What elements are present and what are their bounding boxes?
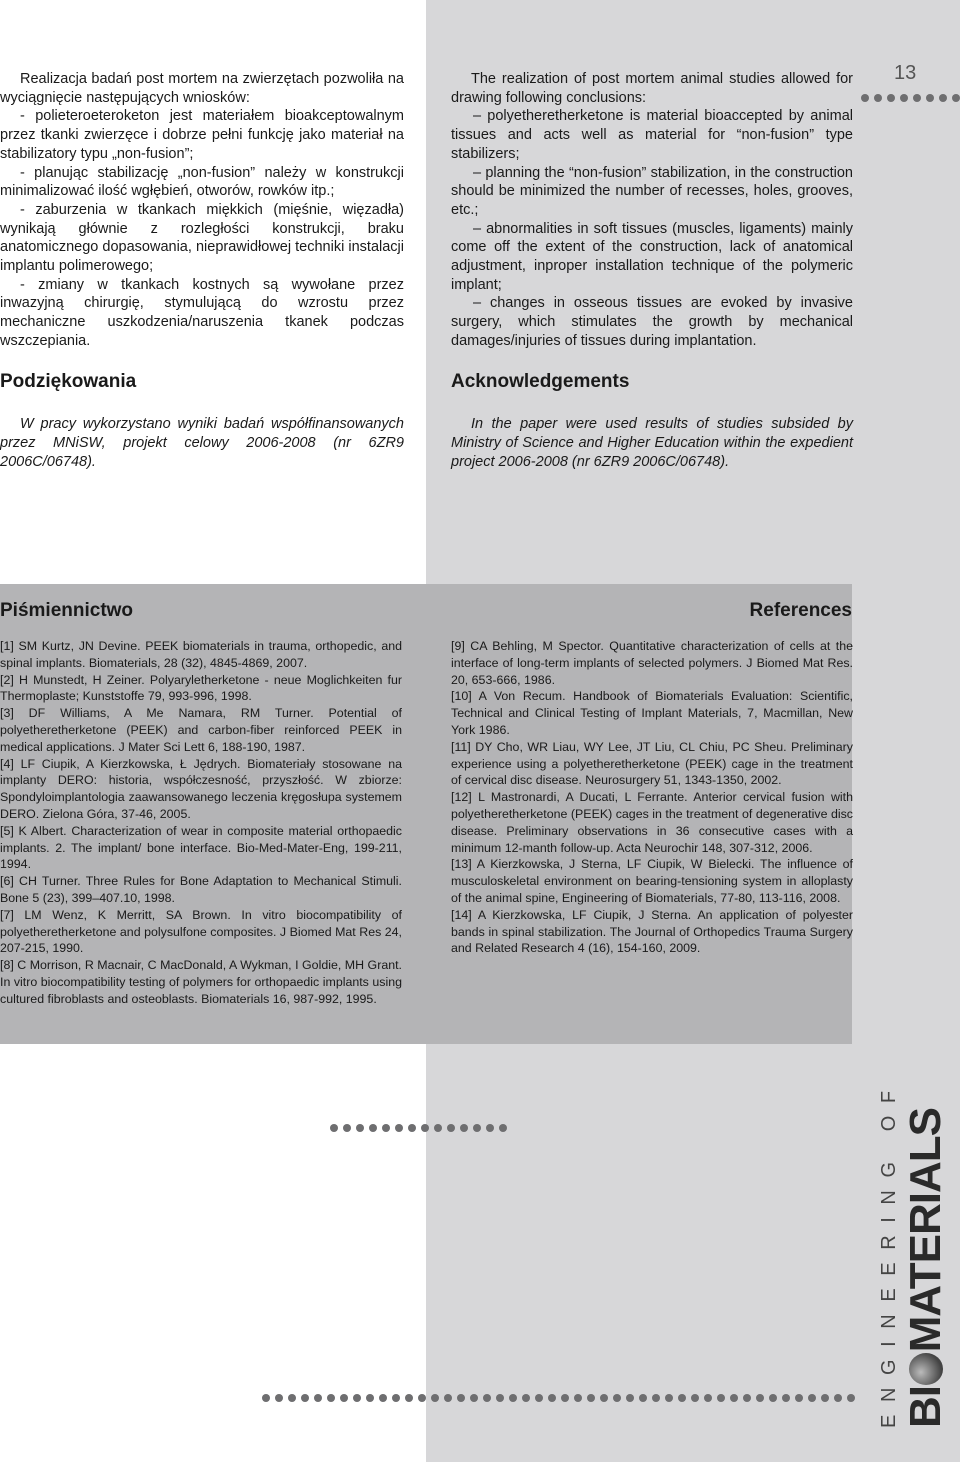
logo-ball-icon: [909, 1353, 943, 1385]
references-heading-en: References: [749, 600, 852, 621]
paragraph: – polyetheretherketone is material bioaccepted by animal tissues and acts well as material for “non-fusion” type stabilizers;: [451, 108, 853, 162]
right-column: [451, 70, 853, 471]
logo-top-text: ENGINEERING OF: [878, 1078, 900, 1428]
paragraph: - planując stabilizację „non-fusion” należy w konstrukcji minimalizować ilość wgłębień, otworów, rowków itp.;: [0, 164, 404, 200]
reference-item: [10] A Von Recum. Handbook of Biomaterials Evaluation: Scientific, Technical and Clinical Testing of Implant Materials, 7, Macmillan, New York 1986.: [451, 689, 853, 737]
reference-item: [8] C Morrison, R Macnair, C MacDonald, A Wykman, I Goldie, MH Grant. In vitro biocompatibility testing of polymers for orthopaedic implants using cultured fibroblasts and osteoblasts. Biomaterials 16, 987-992, 1995.: [0, 958, 402, 1006]
ack-heading-pl: Podziękowania: [0, 370, 137, 392]
reference-item: [9] CA Behling, M Spector. Quantitative characterization of cells at the interface of long-term implants of selected polymers. J Biomed Mat Res. 20, 653-666, 1986.: [451, 639, 853, 687]
ack-heading-en: Acknowledgements: [451, 370, 630, 392]
decorative-dots-bottom: [262, 1394, 855, 1402]
reference-item: [5] K Albert. Characterization of wear in composite material orthopaedic implants. 2. The implant/ bone interface. Bio-Med-Mater-Eng, 199-211, 1994.: [0, 823, 402, 872]
references-heading-pl: Piśmiennictwo: [0, 600, 134, 621]
paragraph: – changes in osseous tissues are evoked by invasive surgery, which stimulates the growth by mechanical damages/injuries of tissues during implantation.: [451, 295, 853, 349]
reference-item: [11] DY Cho, WR Liau, WY Lee, JT Liu, CL Chiu, PC Sheu. Preliminary experience using a polyetheretherketone (PEEK) cage in the treatment of cervical disc disease. Neurosurgery 51, 1343-1350, 2002.: [451, 739, 853, 788]
paragraph: - zmiany w tkankach kostnych są wywołane przez inwazyjną chirurgię, stymulującą do wzrostu przez mechaniczne uszkodzenia/naruszenia tkanek podczas wszczepiania.: [0, 276, 404, 349]
paragraph: The realization of post mortem animal studies allowed for drawing following conclusions:: [451, 71, 853, 106]
reference-item: [2] H Munstedt, H Zeiner. Polyaryletherketone - neue Moglichkeiten fur Thermoplaste; Kunststoffe 79, 993-996, 1998.: [0, 672, 402, 704]
references-list-right: [451, 638, 853, 957]
decorative-dots-middle: [330, 1124, 507, 1132]
paragraph: – abnormalities in soft tissues (muscles, ligaments) mainly come off the extent of the construction, lack of anatomical adjustment, inproper installation technique of the polymeric implant;: [451, 220, 853, 293]
paragraph: - polieteroeteroketon jest materiałem bioakceptowalnym przez tkanki zwierzęce i dobrze pełni funkcję jako materiał na stabilizatory typu „non-fusion”;: [0, 108, 404, 162]
logo-bottom-text: [901, 1108, 951, 1428]
page-number: 13: [894, 62, 917, 84]
reference-item: [3] DF Williams, A Me Namara, RM Turner. Potential of polyetheretherketone (PEEK) and carbon-fiber reinforced PEEK in medical applications. J Mater Sci Lett 6, 188-190, 1987.: [0, 706, 402, 754]
journal-logo: [878, 1078, 960, 1428]
paragraph: - zaburzenia w tkankach miękkich (mięśnie, więzadła) wynikają głównie z rozległości konstrukcji, braku anatomicznego dopasowania, nieprawidłowej techniki instalacji implantu polimerowego;: [0, 201, 404, 275]
ack-text-pl: W pracy wykorzystano wyniki badań współfinansowanych przez MNiSW, projekt celowy 2006-2008 (nr 6ZR9 2006C/06748).: [0, 416, 404, 470]
reference-item: [13] A Kierzkowska, J Sterna, LF Ciupik, W Bielecki. The influence of musculoskeletal environment on bearing-tensioning system in alloplasty of the animal spine, Engineering of Biomaterials, 77-80, 113-116, 2008.: [451, 857, 853, 905]
reference-item: [4] LF Ciupik, A Kierzkowska, Ł Jędrych. Biomateriały stosowane na implanty DERO: historia, współczesność, przyszłość. W zbiorze: Spondyloimplantologia zaawansowanego leczenia kręgosłupa systemem DERO. Zielona Góra, 37-46, 2005.: [0, 756, 402, 821]
paragraph: – planning the “non-fusion” stabilization, in the construction should be minimized the number of recesses, holes, grooves, etc.;: [451, 164, 853, 218]
logo-prefix: BI: [901, 1386, 950, 1428]
reference-item: [12] L Mastronardi, A Ducati, L Ferrante. Anterior cervical fusion with polyetheretherketone (PEEK) cages in the treatment of degenerative disc disease. Preliminary observations in 36 consecutive cases with a minimum 12-manth follow-up. Acta Neurochir 148, 307-312, 2006.: [451, 790, 853, 855]
paragraph: Realizacja badań post mortem na zwierzętach pozwoliła na wyciągnięcie następujących wniosków:: [0, 71, 404, 106]
reference-item: [7] LM Wenz, K Merritt, SA Brown. In vitro biocompatibility of polyetheretherketone and polysulfone composites. J Biomed Mat Res 24, 207-215, 1990.: [0, 907, 402, 956]
reference-item: [6] CH Turner. Three Rules for Bone Adaptation to Mechanical Stimuli. Bone 5 (23), 399–407.10, 1998.: [0, 874, 402, 905]
references-list-left: [0, 638, 402, 1008]
reference-item: [14] A Kierzkowska, LF Ciupik, J Sterna. An application of polyester bands in spinal stabilization. The Journal of Orthopedics Trauma Surgery and Related Research 4 (16), 154-160, 2009.: [451, 907, 853, 956]
logo-suffix: MATERIALS: [901, 1108, 950, 1353]
ack-text-en: In the paper were used results of studies subsided by Ministry of Science and Higher Education within the expedient project 2006-2008 (nr 6ZR9 2006C/06748).: [451, 416, 853, 470]
decorative-dots-top: [861, 94, 960, 102]
reference-item: [1] SM Kurtz, JN Devine. PEEK biomaterials in trauma, orthopedic, and spinal implants. Biomaterials, 28 (32), 4845-4869, 2007.: [0, 639, 402, 670]
left-column: [0, 70, 404, 471]
